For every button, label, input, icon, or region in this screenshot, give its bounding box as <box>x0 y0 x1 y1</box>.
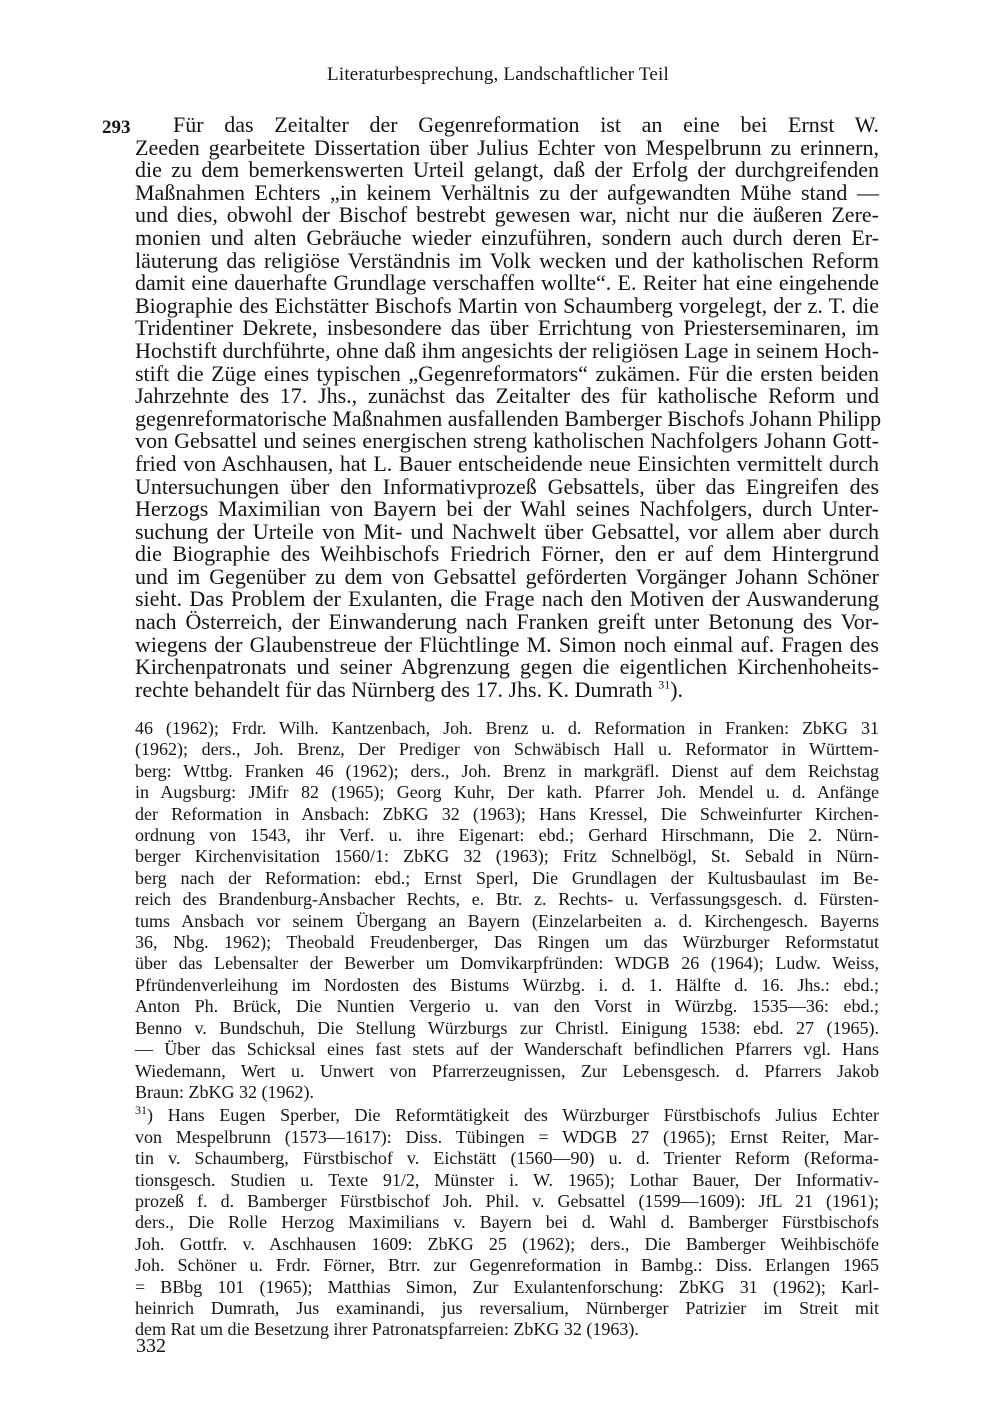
footnote-line: dem Rat um die Besetzung ihrer Patronatspfarreien: ZbKG 32 (1963). <box>135 1319 639 1340</box>
text-line-content: rechte behandelt für das Nürnberg des 17. Jhs. K. Dumrath <box>135 676 653 702</box>
footnote-line: Joh. Gottfr. v. Aschhausen 1609: ZbKG 25 (1962); ders., Die Bamberger Weihbischöfe <box>135 1233 879 1254</box>
footnote-line: Benno v. Bundschuh, Die Stellung Würzburgs zur Christl. Einigung 1538: ebd. 27 (1965). <box>135 1017 879 1038</box>
paragraph-number: 293 <box>102 117 131 138</box>
text-line: wiegens der Glaubenstreue der Flüchtlinge M. Simon noch einmal auf. Fragen des <box>135 631 879 657</box>
running-head: Literaturbesprechung, Landschaftlicher Teil <box>327 64 669 85</box>
footnote-line: Braun: ZbKG 32 (1962). <box>135 1081 314 1102</box>
footnote-line: berg nach der Reformation: ebd.; Ernst Sperl, Die Grundlagen der Kultusbaulast im Be- <box>135 867 879 888</box>
text-line: läuterung das religiöse Verständnis im Volk wecken und der katholischen Reform <box>135 247 879 273</box>
footnote-line: von Mespelbrunn (1573—1617): Diss. Tübingen = WDGB 27 (1965); Ernst Reiter, Mar- <box>135 1126 879 1147</box>
main-text <box>135 112 882 702</box>
footnote-line: prozeß f. d. Bamberger Fürstbischof Joh. Phil. v. Gebsattel (1599—1609): JfL 21 (1961); <box>135 1190 879 1211</box>
footnote-line: reich des Brandenburg-Ansbacher Rechts, e. Btr. z. Rechts- u. Verfassungsgesch. d. Fürsten- <box>135 889 879 910</box>
text-line: die Biographie des Weihbischofs Friedrich Förner, den er auf dem Hintergrund <box>135 541 879 567</box>
footnote-continued <box>135 718 879 1103</box>
footnote-line: 36, Nbg. 1962); Theobald Freudenberger, Das Ringen um das Würzburger Reformstatut <box>135 932 879 953</box>
text-line <box>135 676 879 702</box>
text-line: Tridentiner Dekrete, insbesondere das über Errichtung von Priesterseminaren, im <box>135 315 879 341</box>
footnote-line: 46 (1962); Frdr. Wilh. Kantzenbach, Joh. Brenz u. d. Reformation in Franken: ZbKG 31 <box>135 718 879 738</box>
footnote-line <box>135 1105 879 1126</box>
text-line: Jahrzehnte des 17. Jhs., zunächst das Zeitalter des für katholische Reform und <box>135 383 879 409</box>
footnote-line: — Über das Schicksal eines fast stets auf der Wanderschaft befindlichen Pfarrers vgl. Hans <box>135 1039 879 1060</box>
text-line: Maßnahmen Echters „in keinem Verhältnis zu der aufgewandten Mühe stand — <box>135 179 879 205</box>
footnote-line: Pfründenverleihung im Nordosten des Bistums Würzbg. i. d. 1. Hälfte d. 16. Jhs.: ebd.; <box>135 974 879 995</box>
footnote-line: tionsgesch. Studien u. Texte 91/2, Münster i. W. 1965); Lothar Bauer, Der Informativ- <box>135 1169 879 1190</box>
text-line: gegenreformatorische Maßnahmen ausfallenden Bamberger Bischofs Johann Philipp <box>135 405 882 431</box>
text-line: die zu dem bemerkenswerten Urteil gelangt, daß der Erfolg der durchgreifenden <box>135 157 879 183</box>
text-line: Untersuchungen über den Informativprozeß Gebsattels, über das Eingreifen des <box>135 473 879 499</box>
footnote-line: Anton Ph. Brück, Die Nuntien Vergerio u. van den Vorst in Würzbg. 1535—36: ebd.; <box>135 996 879 1017</box>
footnote-line: (1962); ders., Joh. Brenz, Der Prediger von Schwäbisch Hall u. Reformator in Württem- <box>135 739 879 760</box>
footnote-line-content: ) Hans Eugen Sperber, Die Reformtätigkeit des Würzburger Fürstbischofs Julius Echter <box>147 1105 879 1126</box>
footnote-line: ordnung von 1543, ihr Verf. u. ihre Eigenart: ebd.; Gerhard Hirschmann, Die 2. Nürn- <box>135 825 879 846</box>
text-line: von Gebsattel und seines energischen streng katholischen Nachfolgers Johann Gott- <box>135 428 879 454</box>
text-line: stift die Züge eines typischen „Gegenreformators“ zukämen. Für die ersten beiden <box>135 360 879 386</box>
text-line: damit eine dauerhafte Grundlage verschaffen wollte“. E. Reiter hat eine eingehende <box>135 270 879 296</box>
closing-punctuation: ). <box>670 676 684 702</box>
footnote-line: in Augsburg: JMifr 82 (1965); Georg Kuhr, Der kath. Pfarrer Joh. Mendel u. d. Anfänge <box>135 782 879 803</box>
footnote-line: = BBbg 101 (1965); Matthias Simon, Zur Exulantenforschung: ZbKG 31 (1962); Karl- <box>135 1276 879 1297</box>
text-line: Kirchenpatronats und seiner Abgrenzung gegen die eigentlichen Kirchenhoheits- <box>135 654 879 680</box>
page-number: 332 <box>136 1335 166 1357</box>
text-line: sieht. Das Problem der Exulanten, die Frage nach den Motiven der Auswanderung <box>135 586 879 612</box>
footnote-line: tin v. Schaumberg, Fürstbischof v. Eichstätt (1560—90) u. d. Trienter Reform (Reforma- <box>135 1148 879 1169</box>
footnote-reference[interactable]: 31 <box>658 677 671 692</box>
footnote-line: der Reformation in Ansbach: ZbKG 32 (1963); Hans Kressel, Die Schweinfurter Kirchen- <box>135 803 879 824</box>
footnote-line: über das Lebensalter der Bewerber um Domvikarpfründen: WDGB 26 (1964); Ludw. Weiss, <box>135 953 879 974</box>
text-line: Biographie des Eichstätter Bischofs Martin von Schaumberg vorgelegt, der z. T. die <box>135 292 879 318</box>
footnote-line: berg: Wttbg. Franken 46 (1962); ders., Joh. Brenz in markgräfl. Dienst auf dem Reichstag <box>135 760 879 781</box>
footnote-line: berger Kirchenvisitation 1560/1: ZbKG 32 (1963); Fritz Schnelbögl, St. Sebald in Nürn- <box>135 846 879 867</box>
footnote-marker: 31 <box>135 1103 147 1118</box>
text-line: und im Gegenüber zu dem von Gebsattel geförderten Vorgänger Johann Schöner <box>135 563 879 589</box>
text-line: Hochstift durchführte, ohne daß ihm angesichts der religiösen Lage in seinem Hoch- <box>135 337 880 363</box>
footnote-31 <box>135 1105 879 1340</box>
text-line: monien und alten Gebräuche wieder einzuführen, sondern auch durch deren Er- <box>135 224 879 250</box>
footnote-line: heinrich Dumrath, Jus examinandi, jus reversalium, Nürnberger Patrizier im Streit mit <box>135 1297 879 1318</box>
text-line: fried von Aschhausen, hat L. Bauer entscheidende neue Einsichten vermittelt durch <box>135 450 879 476</box>
text-line: Herzogs Maximilian von Bayern bei der Wahl seines Nachfolgers, durch Unter- <box>135 496 879 522</box>
text-line: nach Österreich, der Einwanderung nach Franken greift unter Betonung des Vor- <box>135 609 879 635</box>
footnote-line: ders., Die Rolle Herzog Maximilians v. Bayern bei d. Wahl d. Bamberger Fürstbischofs <box>135 1212 879 1233</box>
footnotes <box>135 718 879 1341</box>
text-line: Zeeden gearbeitete Dissertation über Julius Echter von Mespelbrunn zu erinnern, <box>135 134 879 160</box>
text-line: suchung der Urteile von Mit- und Nachwelt über Gebsattel, vor allem aber durch <box>135 518 879 544</box>
footnote-line: Joh. Schöner u. Frdr. Förner, Btrr. zur Gegenreformation in Bambg.: Diss. Erlangen 1965 <box>135 1255 879 1276</box>
text-line: Für das Zeitalter der Gegenreformation ist an eine bei Ernst W. <box>173 112 879 137</box>
text-line: und dies, obwohl der Bischof bestrebt gewesen war, nicht nur die äußeren Zere- <box>135 202 879 228</box>
footnote-line: Wiedemann, Wert u. Unwert von Pfarrerzeugnissen, Zur Lebensgesch. d. Pfarrers Jakob <box>135 1060 879 1081</box>
footnote-line: tums Ansbach vor seinem Übergang an Bayern (Einzelarbeiten a. d. Kirchengesch. Bayerns <box>135 910 879 931</box>
